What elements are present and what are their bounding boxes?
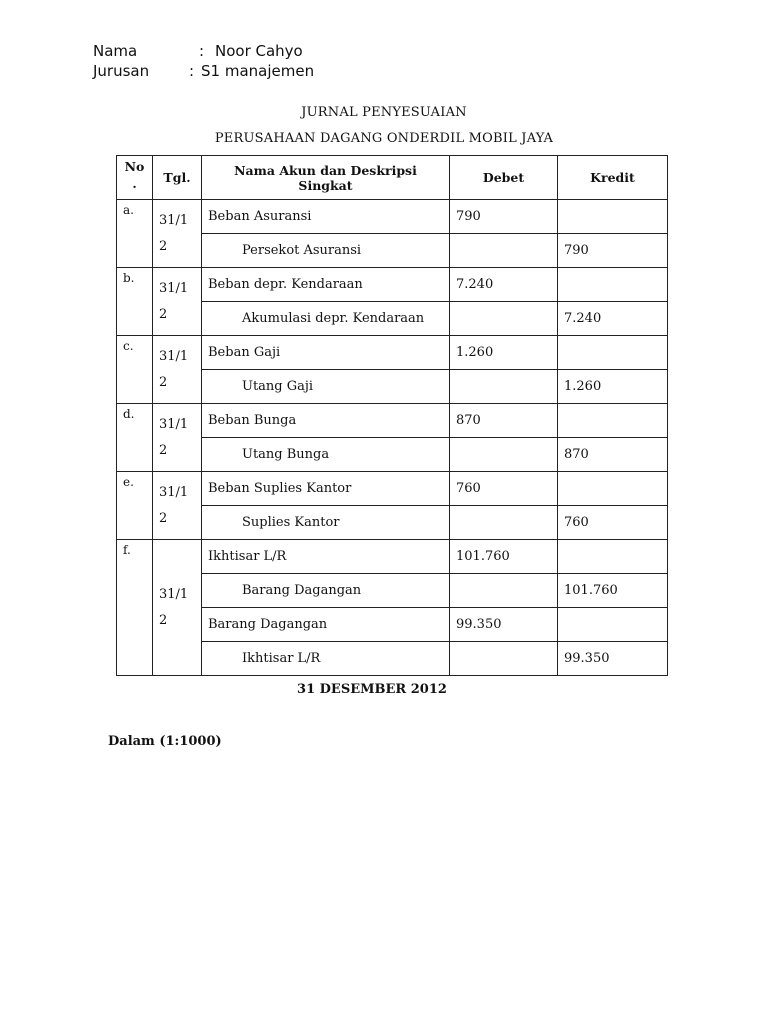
debit-amount: 760 [450,472,558,506]
credit-amount: 101.760 [558,574,668,608]
entry-date-line2: 2 [159,374,168,390]
entry-date [153,200,202,268]
credit-amount [558,404,668,438]
document-title: JURNAL PENYESUAIAN [301,105,467,120]
entry-date-line1: 31/1 [159,212,189,228]
entry-date-line1: 31/1 [159,348,189,364]
column-header-account: Nama Akun dan Deskripsi Singkat [202,156,450,200]
entry-number: c. [117,336,153,404]
credit-amount: 99.350 [558,642,668,676]
header-major-line [93,62,393,82]
debit-amount [450,438,558,472]
debit-account-name: Barang Dagangan [202,608,450,642]
entry-date-line2: 2 [159,612,168,628]
journal-date: 31 DESEMBER 2012 [297,682,447,697]
debit-amount [450,506,558,540]
debit-amount: 870 [450,404,558,438]
column-header-no [117,156,153,200]
entry-date-line1: 31/1 [159,484,189,500]
credit-amount: 870 [558,438,668,472]
major-separator: : [189,62,195,80]
debit-account-name: Beban Suplies Kantor [202,472,450,506]
table-row [117,404,668,438]
credit-amount [558,608,668,642]
debit-amount [450,234,558,268]
entry-date-line1: 31/1 [159,586,189,602]
credit-amount [558,472,668,506]
debit-amount [450,302,558,336]
credit-account-name: Utang Bunga [202,438,450,472]
entry-date-line2: 2 [159,306,168,322]
debit-account-name: Beban depr. Kendaraan [202,268,450,302]
entry-number: a. [117,200,153,268]
debit-account-name: Beban Gaji [202,336,450,370]
credit-amount [558,336,668,370]
credit-amount: 760 [558,506,668,540]
credit-amount [558,200,668,234]
credit-amount: 7.240 [558,302,668,336]
credit-amount: 790 [558,234,668,268]
entry-date-line2: 2 [159,238,168,254]
debit-amount [450,574,558,608]
entry-date [153,472,202,540]
debit-account-name: Beban Bunga [202,404,450,438]
credit-account-name: Akumulasi depr. Kendaraan [202,302,450,336]
entry-number: f. [117,540,153,676]
credit-amount: 1.260 [558,370,668,404]
company-title: PERUSAHAAN DAGANG ONDERDIL MOBIL JAYA [214,131,554,146]
credit-account-name: Ikhtisar L/R [202,642,450,676]
column-header-no-line2: . [132,176,137,191]
entry-number: e. [117,472,153,540]
major-value: S1 manajemen [201,62,315,80]
header-name-line [93,42,393,62]
table-row [117,200,668,234]
column-header-no-line1: No [124,159,145,174]
table-row [117,472,668,506]
entry-date-line2: 2 [159,442,168,458]
major-label: Jurusan [93,62,150,80]
entry-date [153,268,202,336]
name-separator: : [199,42,205,60]
entry-date [153,404,202,472]
debit-account-name: Ikhtisar L/R [202,540,450,574]
credit-amount [558,268,668,302]
entry-date-line1: 31/1 [159,280,189,296]
debit-amount: 1.260 [450,336,558,370]
entry-date-line1: 31/1 [159,416,189,432]
table-row [117,540,668,574]
debit-amount [450,370,558,404]
entry-date [153,336,202,404]
column-header-date: Tgl. [153,156,202,200]
credit-amount [558,540,668,574]
scale-note: Dalam (1:1000) [108,734,222,749]
table-header-row [117,156,668,200]
column-header-debit: Debet [450,156,558,200]
table-row [117,268,668,302]
debit-amount: 101.760 [450,540,558,574]
debit-amount [450,642,558,676]
entry-number: b. [117,268,153,336]
debit-amount: 99.350 [450,608,558,642]
name-label: Nama [93,42,138,60]
credit-account-name: Suplies Kantor [202,506,450,540]
table-row [117,336,668,370]
debit-amount: 7.240 [450,268,558,302]
entry-date [153,540,202,676]
entry-date-line2: 2 [159,510,168,526]
debit-amount: 790 [450,200,558,234]
credit-account-name: Utang Gaji [202,370,450,404]
entry-number: d. [117,404,153,472]
credit-account-name: Barang Dagangan [202,574,450,608]
debit-account-name: Beban Asuransi [202,200,450,234]
journal-table [116,155,668,676]
column-header-credit: Kredit [558,156,668,200]
name-value: Noor Cahyo [215,42,303,60]
credit-account-name: Persekot Asuransi [202,234,450,268]
